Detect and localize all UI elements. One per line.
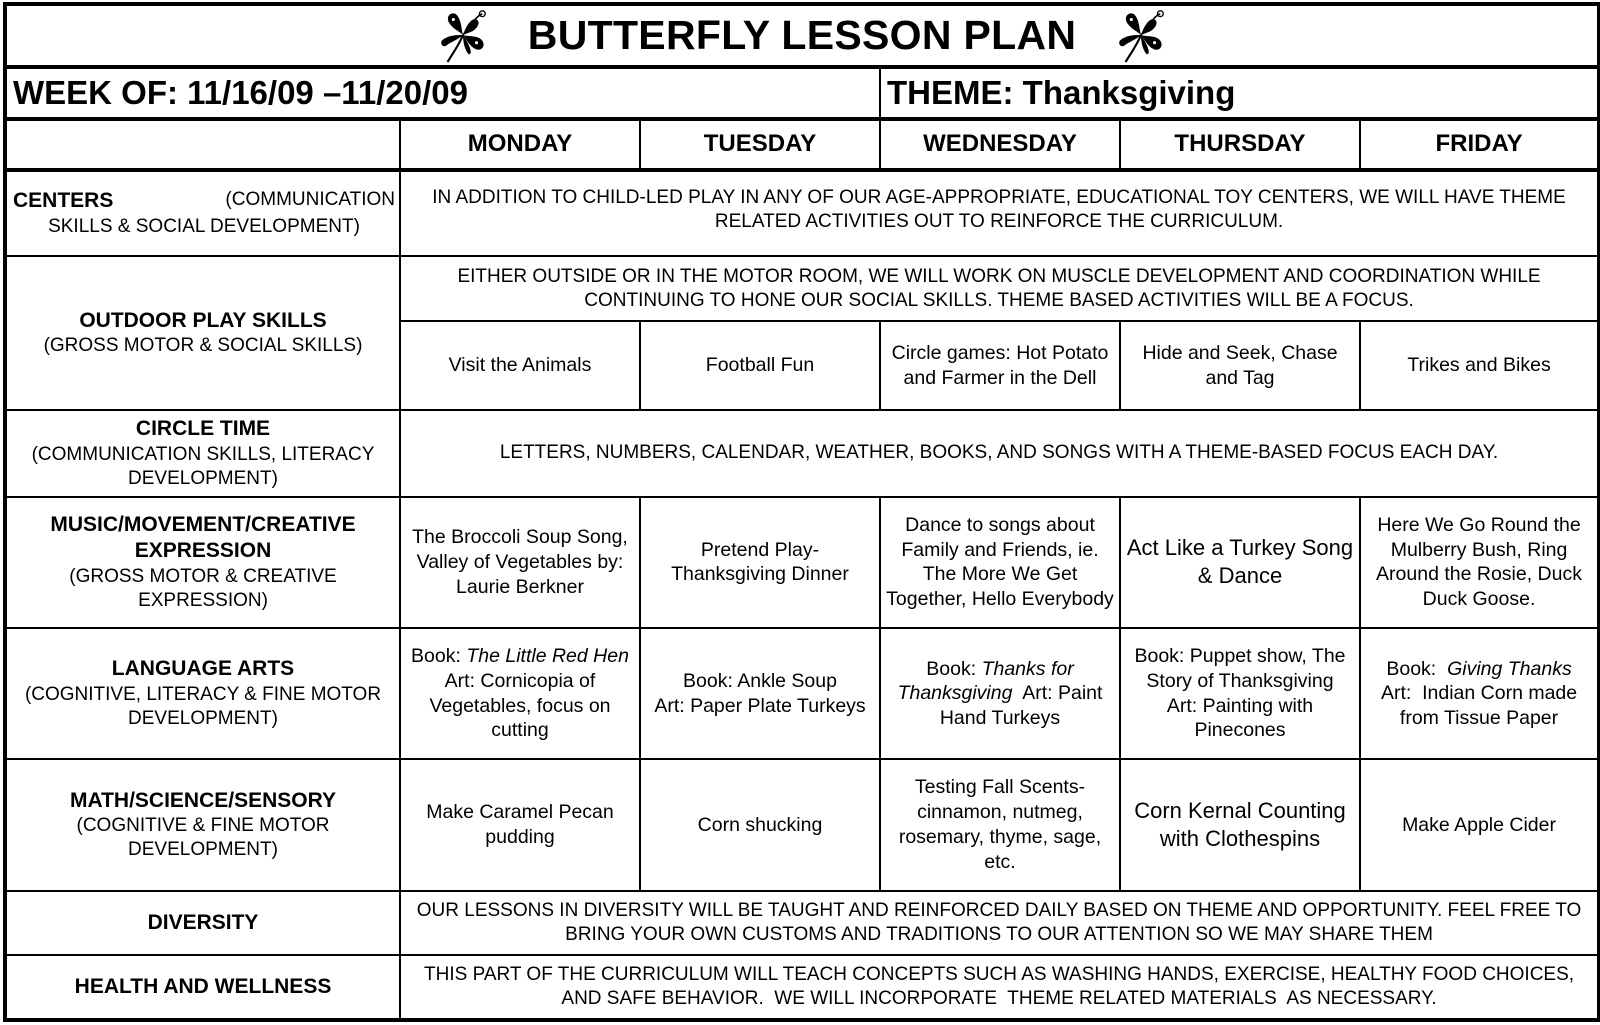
row-title: DIVERSITY — [147, 910, 259, 934]
row-subtitle: (COMMUNICATION SKILLS, LITERACY DEVELOPMENT) — [31, 443, 375, 489]
art-activity: Art: Cornicopia of Vegetables, focus on cutting — [429, 669, 611, 742]
math-friday-cell: Make Apple Cider — [1360, 759, 1599, 890]
art-activity: Art: Paper Plate Turkeys — [654, 694, 866, 717]
book-title: Thanks for Thanksgiving — [897, 657, 1074, 705]
book-prefix: Book: — [926, 657, 982, 680]
row-title: LANGUAGE ARTS — [111, 657, 295, 681]
outdoor-tuesday-cell: Football Fun — [640, 321, 880, 410]
row-subtitle: (COGNITIVE & FINE MOTOR DEVELOPMENT) — [76, 815, 330, 861]
music-monday-cell: The Broccoli Soup Song, Valley of Vegetables by: Laurie Berkner — [400, 497, 640, 628]
title-banner — [5, 4, 1599, 67]
row-title: CENTERS — [13, 189, 114, 213]
music-friday-cell: Here We Go Round the Mulberry Bush, Ring Around the Rosie, Duck Duck Goose. — [1360, 497, 1599, 628]
row-title: MATH/SCIENCE/SENSORY — [69, 788, 337, 812]
row-subtitle: (GROSS MOTOR & CREATIVE EXPRESSION) — [69, 565, 337, 612]
math-monday-cell: Make Caramel Pecan pudding — [400, 759, 640, 890]
math-wednesday-cell: Testing Fall Scents- cinnamon, nutmeg, rosemary, thyme, sage, etc. — [880, 759, 1120, 890]
row-label-math-science — [5, 759, 400, 890]
outdoor-thursday-cell: Hide and Seek, Chase and Tag — [1120, 321, 1360, 410]
health-all-days-text: THIS PART OF THE CURRICULUM WILL TEACH CONCEPTS SUCH AS WASHING HANDS, EXERCISE, HEALTHY FOOD CHOICES, AND SAFE BEHAVIOR. WE WILL INCORPORATE THEME RELATED MATERIALS AS NECESSARY. — [400, 955, 1599, 1020]
table-row-centers — [5, 170, 1599, 257]
row-subtitle: SKILLS & SOCIAL DEVELOPMENT) — [48, 215, 360, 237]
book-prefix: Book: — [1386, 657, 1448, 680]
diversity-all-days-text: OUR LESSONS IN DIVERSITY WILL BE TAUGHT AND REINFORCED DAILY BASED ON THEME AND OPPORTUNITY. FEEL FREE TO BRING YOUR OWN CUSTOMS AND TRADITIONS TO OUR ATTENTION SO WE MAY SHARE THEM — [400, 891, 1599, 956]
day-header-tuesday: TUESDAY — [640, 119, 880, 169]
art-activity: Art: Indian Corn made from Tissue Paper — [1380, 682, 1583, 730]
row-subtitle: (COMMUNICATION — [225, 189, 395, 211]
outdoor-all-days-text: EITHER OUTSIDE OR IN THE MOTOR ROOM, WE WILL WORK ON MUSCLE DEVELOPMENT AND COORDINATION WHILE CONTINUING TO HONE OUR SOCIAL SKILLS. THEME BASED ACTIVITIES WILL BE A FOCUS. — [400, 256, 1599, 321]
row-label-circle-time — [5, 410, 400, 497]
book-activity: Book: Puppet show, The Story of Thanksgiving — [1134, 645, 1346, 692]
art-activity: Art: Paint Hand Turkeys — [939, 682, 1108, 730]
row-title: MUSIC/MOVEMENT/CREATIVE EXPRESSION — [50, 512, 356, 563]
art-activity: Art: Painting with Pinecones — [1166, 694, 1314, 742]
table-row-health — [5, 955, 1599, 1020]
math-thursday-cell: Corn Kernal Counting with Clothespins — [1120, 759, 1360, 890]
row-title: OUTDOOR PLAY SKILLS — [79, 308, 327, 332]
outdoor-monday-cell: Visit the Animals — [400, 321, 640, 410]
day-header-wednesday: WEDNESDAY — [880, 119, 1120, 169]
row-label-diversity — [5, 891, 400, 956]
butterfly-icon — [434, 6, 492, 64]
table-row-music — [5, 497, 1599, 628]
math-tuesday-cell: Corn shucking — [640, 759, 880, 890]
day-header-friday: FRIDAY — [1360, 119, 1599, 169]
book-prefix: Book: — [411, 645, 467, 668]
table-row-math-science — [5, 759, 1599, 890]
circle-all-days-text: LETTERS, NUMBERS, CALENDAR, WEATHER, BOOKS, AND SONGS WITH A THEME-BASED FOCUS EACH DAY. — [400, 410, 1599, 497]
week-of-label: WEEK OF: 11/16/09 –11/20/09 — [5, 67, 880, 120]
language-monday-cell — [400, 628, 640, 759]
book-title: Giving Thanks — [1447, 657, 1572, 680]
centers-all-days-text: IN ADDITION TO CHILD-LED PLAY IN ANY OF OUR AGE-APPROPRIATE, EDUCATIONAL TOY CENTERS, WE WILL HAVE THEME RELATED ACTIVITIES OUT TO REINFORCE THE CURRICULUM. — [400, 170, 1599, 257]
day-header-monday: MONDAY — [400, 119, 640, 169]
music-wednesday-cell: Dance to songs about Family and Friends, ie. The More We Get Together, Hello Everybody — [880, 497, 1120, 628]
table-row-diversity — [5, 891, 1599, 956]
row-subtitle: (GROSS MOTOR & SOCIAL SKILLS) — [43, 335, 363, 357]
row-subtitle: (COGNITIVE, LITERACY & FINE MOTOR DEVELOPMENT) — [24, 683, 382, 730]
book-activity: Book: Ankle Soup — [683, 669, 837, 692]
language-tuesday-cell — [640, 628, 880, 759]
row-title: CIRCLE TIME — [135, 416, 271, 440]
language-friday-cell — [1360, 628, 1599, 759]
theme-label: THEME: Thanksgiving — [880, 67, 1599, 120]
row-label-language-arts — [5, 628, 400, 759]
outdoor-wednesday-cell: Circle games: Hot Potato and Farmer in the Dell — [880, 321, 1120, 410]
page-title: BUTTERFLY LESSON PLAN — [527, 12, 1077, 59]
row-label-centers — [5, 170, 400, 257]
music-tuesday-cell: Pretend Play- Thanksgiving Dinner — [640, 497, 880, 628]
lesson-plan-table — [3, 2, 1600, 1022]
table-row-outdoor — [5, 256, 1599, 321]
butterfly-icon — [1112, 6, 1170, 64]
table-row-circle-time — [5, 410, 1599, 497]
table-row-language-arts — [5, 628, 1599, 759]
language-wednesday-cell — [880, 628, 1120, 759]
row-label-outdoor — [5, 256, 400, 409]
language-thursday-cell — [1120, 628, 1360, 759]
music-thursday-cell: Act Like a Turkey Song & Dance — [1120, 497, 1360, 628]
outdoor-friday-cell: Trikes and Bikes — [1360, 321, 1599, 410]
row-label-health — [5, 955, 400, 1020]
book-title: The Little Red Hen — [466, 645, 629, 668]
day-header-thursday: THURSDAY — [1120, 119, 1360, 169]
corner-blank-cell — [5, 119, 400, 169]
row-title: HEALTH AND WELLNESS — [74, 974, 332, 998]
row-label-music — [5, 497, 400, 628]
